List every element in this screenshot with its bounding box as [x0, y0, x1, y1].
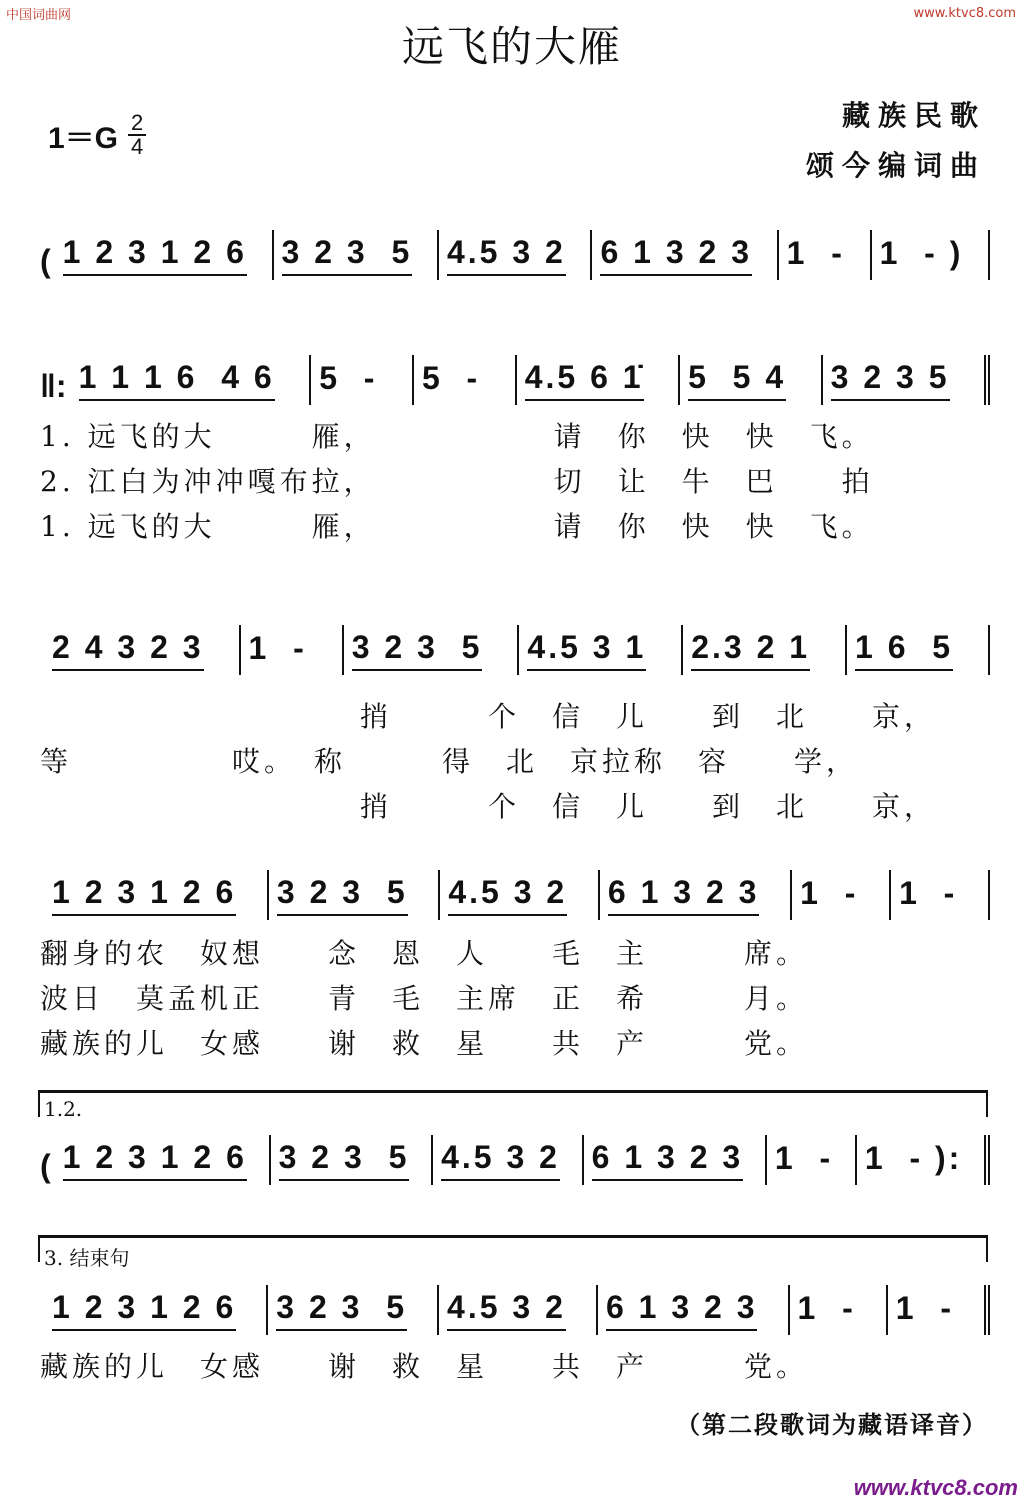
- measure: [44, 625, 241, 675]
- measure: [592, 230, 778, 280]
- measure: [241, 625, 344, 675]
- measure-notes: 6 1 3 2 3: [600, 234, 752, 276]
- measure-notes: 4.5 3 2: [447, 234, 566, 276]
- lyric-row: 藏族的儿 女感 谢 救 星 共 产 党。: [40, 1350, 809, 1383]
- lyric-row: 波日 莫孟机正 青 毛 主席 正 希 月。: [40, 982, 809, 1015]
- measure-notes: 1 2 3 1 2 6: [63, 1139, 247, 1181]
- measure: [600, 870, 792, 920]
- measure-notes: 1 -: [895, 1290, 955, 1326]
- measure: [269, 870, 440, 920]
- measure: [439, 230, 593, 280]
- lyric-row: 翻身的农 奴想 念 恩 人 毛 主 席。: [40, 937, 809, 970]
- measure: [792, 870, 891, 920]
- measure-notes: 1 -: [800, 875, 859, 911]
- measure-notes: 1 6 5: [855, 629, 953, 671]
- measure-notes: 6 1 3 2 3: [608, 874, 760, 916]
- measure-notes: 3 2 3 5: [276, 1289, 407, 1331]
- lyric-row: 1. 远飞的大 雁， 请 你 快 快 飞。: [40, 510, 874, 543]
- measure-notes: 6 1 3 2 3: [606, 1289, 758, 1331]
- measure-notes: 1 2 3 1 2 6: [52, 874, 236, 916]
- song-title: 远飞的大雁: [401, 22, 622, 71]
- measure: [598, 1285, 790, 1335]
- measure-notes: 6 1 3 2 3: [592, 1139, 744, 1181]
- measure-notes: 1 -: [797, 1290, 856, 1326]
- measure: [888, 1285, 990, 1335]
- lyric-row: 2. 江白为冲冲嘎布拉， 切 让 牛 巴 拍: [40, 465, 874, 498]
- measure-notes: 1 -: [786, 235, 845, 271]
- measure-notes: 3 2 3 5: [282, 234, 413, 276]
- time-top: 2: [128, 112, 146, 136]
- measure: [414, 355, 517, 405]
- lyric-row: 藏族的儿 女感 谢 救 星 共 产 党。: [40, 1027, 809, 1060]
- staff-line: [40, 1125, 990, 1185]
- site-logo: www.ktvc8.com: [853, 1475, 1018, 1500]
- lyric-row: 捎 个 信 儿 到 北 京，: [40, 790, 937, 823]
- measure-notes: 4.5 3 2: [448, 874, 567, 916]
- measure-notes: 4.5 3 2: [447, 1289, 566, 1331]
- measure: [55, 1135, 271, 1185]
- volta-label: 1.2.: [44, 1097, 83, 1121]
- measure-notes: 1 - ):: [864, 1140, 963, 1176]
- measure: [433, 1135, 584, 1185]
- measure-notes: 1 -: [248, 630, 307, 666]
- time-bottom: 4: [131, 134, 144, 159]
- measure-notes: 3 2 3 5: [352, 629, 483, 671]
- site-watermark-right: www.ktvc8.com: [913, 6, 1016, 21]
- lyric-row: 1. 远飞的大 雁， 请 你 快 快 飞。: [40, 420, 874, 453]
- measure-notes: 1 1 1 6 4 6: [79, 359, 275, 401]
- staff-line: [40, 860, 990, 920]
- site-watermark-left: 中国词曲网: [6, 8, 72, 23]
- measure: [872, 230, 990, 280]
- time-signature: [128, 112, 146, 158]
- measure: [683, 625, 847, 675]
- measure: [847, 625, 990, 675]
- volta-bracket: [38, 1235, 988, 1270]
- measure: [584, 1135, 767, 1185]
- measure: [439, 1285, 598, 1335]
- measure: [767, 1135, 857, 1185]
- measure: [274, 230, 439, 280]
- measure-notes: 1 -: [899, 875, 958, 911]
- measure: [268, 1285, 439, 1335]
- measure: [779, 230, 872, 280]
- measure-notes: 1 -: [774, 1140, 834, 1176]
- measure: [519, 625, 683, 675]
- measure: [857, 1135, 990, 1185]
- line-prefix: (: [40, 1148, 51, 1184]
- measure-notes: 1 - ): [879, 235, 964, 271]
- measure-notes: 5 -: [421, 360, 481, 396]
- key-label: 1＝G: [48, 122, 119, 155]
- measure: [271, 1135, 433, 1185]
- measure-notes: 3 2 3 5: [277, 874, 408, 916]
- key-signature: [48, 112, 146, 158]
- origin-credit: 藏族民歌: [841, 99, 986, 132]
- footnote: （第二段歌词为藏语译音）: [676, 1410, 988, 1439]
- measure-notes: 5 -: [319, 360, 378, 396]
- measure: [344, 625, 520, 675]
- volta-bracket: [38, 1090, 988, 1121]
- measure: [517, 355, 680, 405]
- measure-notes: 2 4 3 2 3: [52, 629, 204, 671]
- volta-label: 3. 结束句: [44, 1246, 130, 1270]
- measure: [44, 870, 269, 920]
- measure: [440, 870, 600, 920]
- line-prefix: (: [40, 243, 51, 279]
- measure-notes: 4.5 3 2: [441, 1139, 560, 1181]
- measure-notes: 2.3 2 1: [691, 629, 810, 671]
- lyric-row: 等 哎。 称 得 北 京拉称 容 学，: [40, 745, 859, 778]
- measure-notes: 1 2 3 1 2 6: [63, 234, 247, 276]
- measure-notes: 3 2 3 5: [279, 1139, 410, 1181]
- measure: [680, 355, 823, 405]
- measure-notes: 5 5 4: [688, 359, 786, 401]
- staff-line: [40, 220, 990, 280]
- measure: [311, 355, 414, 405]
- measure: [71, 355, 312, 405]
- measure: [891, 870, 990, 920]
- measure-notes: 1 2 3 1 2 6: [52, 1289, 236, 1331]
- measure: [44, 1285, 268, 1335]
- measure: [790, 1285, 888, 1335]
- staff-line: [40, 1275, 990, 1335]
- measure-notes: 3 2 3 5: [831, 359, 950, 401]
- lyric-row: 捎 个 信 儿 到 北 京，: [40, 700, 937, 733]
- measure-notes: 4.5 6 1̇: [525, 359, 644, 401]
- staff-line: [40, 615, 990, 675]
- line-prefix: ‖:: [40, 368, 67, 404]
- staff-line: [40, 345, 990, 405]
- measure: [55, 230, 274, 280]
- measure-notes: 4.5 3 1: [527, 629, 646, 671]
- measure: [823, 355, 990, 405]
- arranger-credit: 颂今编词曲: [805, 149, 986, 182]
